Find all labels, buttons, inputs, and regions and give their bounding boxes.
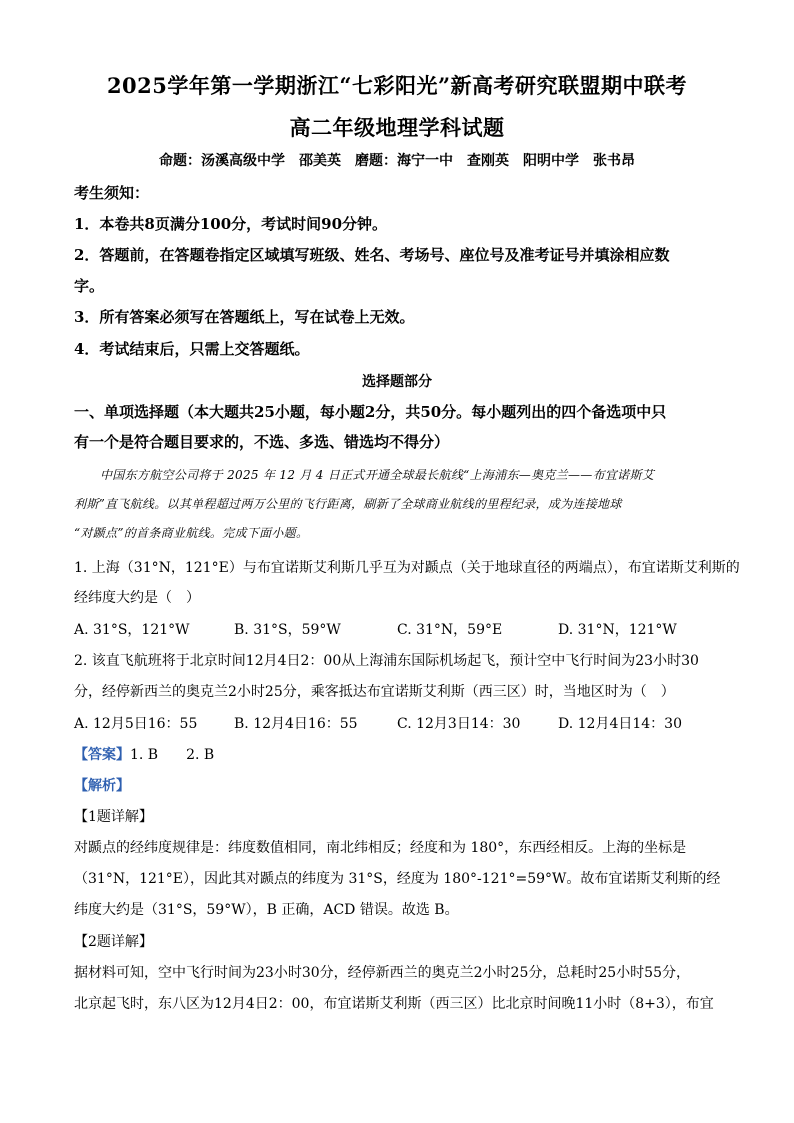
- answer-line: [74, 744, 214, 764]
- q1-analysis-tag: 【1题详解】: [74, 809, 153, 825]
- notice-item-4: 4．考试结束后，只需上交答题纸。: [74, 340, 310, 358]
- q1-option-b: B. 31°S，59°W: [234, 622, 341, 638]
- authors-line: 命题：汤溪高级中学 邵美英 磨题：海宁一中 查刚英 阳明中学 张书昂: [159, 153, 635, 169]
- material-line3: “对踬点”的首条商业航线。完成下面小题。: [74, 526, 309, 540]
- answer-tag: 【答案】: [74, 747, 130, 763]
- q2-option-d: D. 12月4日14：30: [558, 716, 682, 732]
- section-intro-line1: 一、单项选择题（本大题共25小题，每小题2分，共50分。每小题列出的四个备选项中只: [74, 403, 667, 421]
- analysis-tag: 【解析】: [74, 778, 130, 794]
- material-line1: 中国东方航空公司将于 2025 年 12 月 4 日正式开通全球最长航线“上海浦东—奥克兰——布宜诺斯艾: [100, 468, 655, 482]
- q2-stem-line1: 2. 该直飞航班将于北京时间12月4日2：00从上海浦东国际机场起飞，预计空中飞行时间为23小时30: [74, 653, 699, 669]
- q1-option-d: D. 31°N，121°W: [558, 622, 677, 638]
- q1-analysis-line1: 对踬点的经纬度规律是：纬度数值相同，南北纬相反；经度和为 180°，东西经相反。上海的坐标是: [74, 840, 687, 856]
- q2-option-c: C. 12月3日14：30: [397, 716, 521, 732]
- q1-stem-line2: 经纬度大约是（ ）: [74, 590, 200, 606]
- exam-title: 2025学年第一学期浙江“七彩阳光”新高考研究联盟期中联考: [106, 73, 688, 98]
- notice-item-2-cont: 字。: [74, 277, 105, 295]
- notice-item-2: 2．答题前，在答题卷指定区域填写班级、姓名、考场号、座位号及准考证号并填涂相应数: [74, 246, 670, 264]
- q1-stem-line1: 1. 上海（31°N，121°E）与布宜诺斯艾利斯几乎互为对踬点（关于地球直径的两端点），布宜诺斯艾利斯的: [74, 560, 740, 576]
- exam-subtitle: 高二年级地理学科试题: [289, 115, 505, 140]
- q2-option-a: A. 12月5日16：55: [74, 716, 198, 732]
- material-line2: 利斯”直飞航线。以其单程超过两万公里的飞行距离，刷新了全球商业航线的里程纪录，成为连接地球: [74, 497, 622, 511]
- notice-item-1: 1．本卷共8页满分100分，考试时间90分钟。: [74, 215, 388, 233]
- q1-analysis-line3: 纬度大约是（31°S，59°W），B 正确，ACD 错误。故选 B。: [74, 902, 459, 918]
- q1-option-a: A. 31°S，121°W: [74, 622, 190, 638]
- q2-analysis-tag: 【2题详解】: [74, 934, 153, 950]
- q1-analysis-line2: （31°N，121°E），因此其对踬点的纬度为 31°S，经度为 180°-121°=59°W。故布宜诺斯艾利斯的经: [74, 871, 721, 887]
- q2-analysis-line1: 据材料可知，空中飞行时间为23小时30分，经停新西兰的奥克兰2小时25分，总耗时25小时55分，: [74, 965, 690, 981]
- q2-stem-line2: 分，经停新西兰的奥克兰2小时25分，乘客抵达布宜诺斯艾利斯（西三区）时，当地区时为（ ）: [74, 684, 675, 700]
- q1-option-c: C. 31°N，59°E: [397, 622, 503, 638]
- q2-analysis-line2: 北京起飞时，东八区为12月4日2：00，布宜诺斯艾利斯（西三区）比北京时间晚11小时（8+3），布宜: [74, 996, 714, 1012]
- q2-option-b: B. 12月4日16：55: [234, 716, 358, 732]
- section-title: 选择题部分: [362, 374, 432, 390]
- answer-text: 1. B 2. B: [130, 747, 215, 763]
- notice-heading: 考生须知：: [74, 184, 150, 202]
- notice-item-3: 3．所有答案必须写在答题纸上，写在试卷上无效。: [74, 308, 415, 326]
- section-intro-line2: 有一个是符合题目要求的，不选、多选、错选均不得分）: [74, 433, 450, 451]
